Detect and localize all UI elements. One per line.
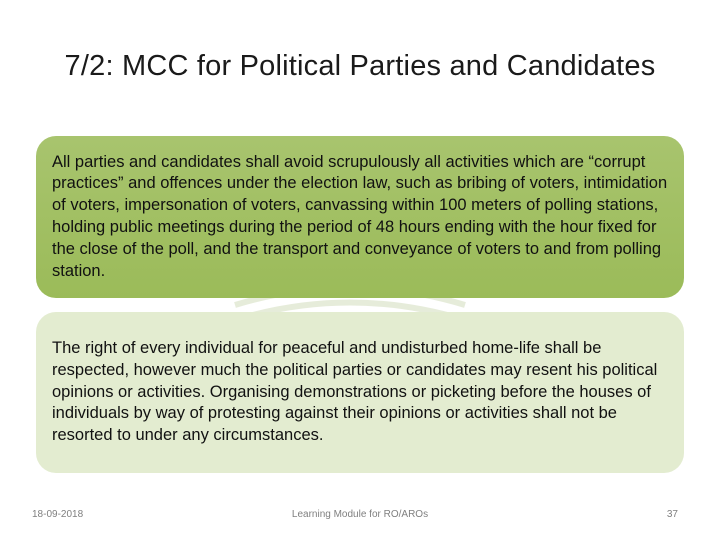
mcc-rule-box-1: [36, 136, 684, 298]
mcc-rule-text-1: All parties and candidates shall avoid scrupulously all activities which are “corrupt practices” and offences under the election law, such as bribing of voters, intimidation of voters, impersonation of voters, canvassing within 100 meters of polling stations, holding public meetings during the period of 48 hours ending with the hour fixed for the close of the poll, and the transport and conveyance of voters to and from polling station.: [52, 152, 668, 280]
footer-title: Learning Module for RO/AROs: [291, 509, 429, 520]
mcc-rule-box-2: [36, 312, 684, 473]
page-number: 37: [666, 509, 678, 520]
footer-date: 18-09-2018: [32, 509, 84, 520]
slide-title: 7/2: MCC for Political Parties and Candidates: [64, 50, 656, 82]
mcc-rule-text-2: The right of every individual for peaceful and undisturbed home-life shall be respected, however much the political parties or candidates may resent his political opinions or activities. Organising demonstrations or picketing before the houses of individuals by way of protesting against their opinions or activities shall not be resorted to under any circumstances.: [52, 339, 658, 445]
